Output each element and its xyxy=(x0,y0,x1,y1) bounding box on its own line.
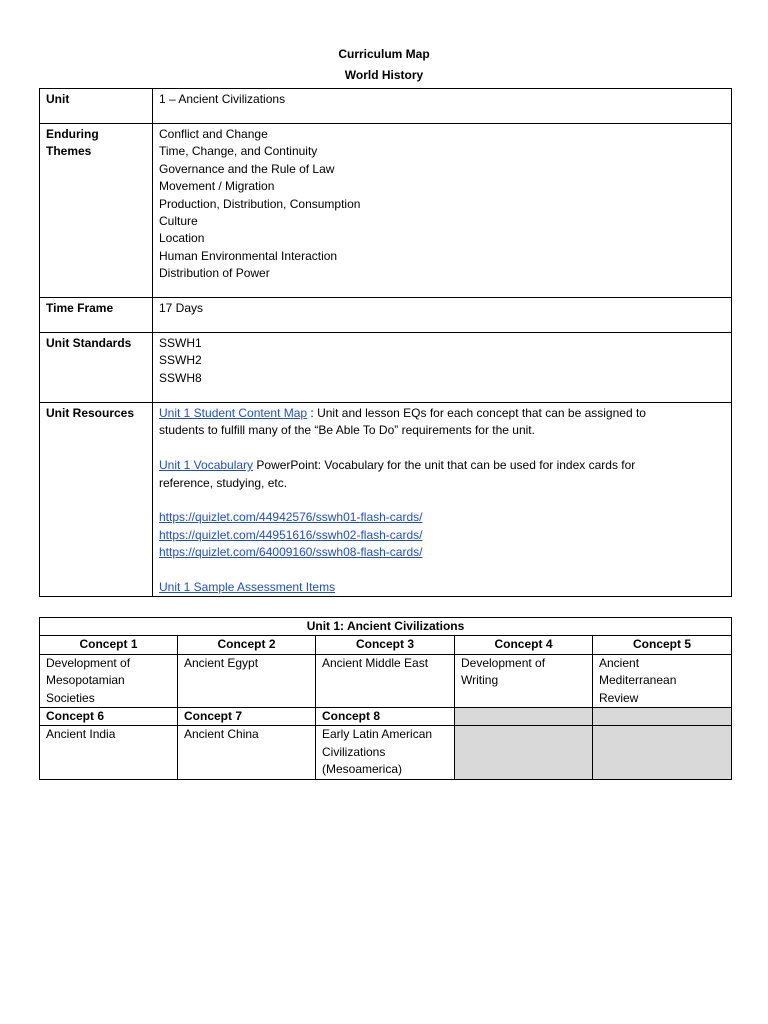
unit-row xyxy=(40,89,732,124)
concept-text: Civilizations xyxy=(322,744,386,759)
empty-cell xyxy=(455,726,593,779)
standard-item: SSWH2 xyxy=(159,353,202,368)
concept-text: Ancient Egypt xyxy=(184,655,259,670)
concept-header-row xyxy=(40,708,732,726)
quizlet-link-sswh02[interactable]: https://quizlet.com/44951616/sswh02-flash-cards/ xyxy=(159,527,423,542)
theme-item: Production, Distribution, Consumption xyxy=(159,196,361,211)
concept-cell xyxy=(178,654,316,707)
theme-item: Culture xyxy=(159,214,198,229)
resources-label: Unit Resources xyxy=(40,403,153,597)
standard-item: SSWH1 xyxy=(159,336,202,350)
unit-label: Unit xyxy=(40,89,153,124)
concept-text: Societies xyxy=(46,690,95,705)
concept-text: Ancient India xyxy=(46,727,116,742)
empty-cell xyxy=(593,708,732,726)
quizlet-link-sswh08[interactable]: https://quizlet.com/64009160/sswh08-flash-cards/ xyxy=(159,545,423,560)
concept-text: Early Latin American xyxy=(322,727,433,742)
theme-item: Human Environmental Interaction xyxy=(159,248,338,263)
standards-label: Unit Standards xyxy=(40,333,153,403)
concept-value-row xyxy=(40,654,732,707)
concept-cell xyxy=(593,654,732,707)
timeframe-value: 17 Days xyxy=(153,298,732,333)
timeframe-label: Time Frame xyxy=(40,298,153,333)
concept-cell xyxy=(178,726,316,779)
theme-item: Time, Change, and Continuity xyxy=(159,144,318,159)
vocabulary-desc: PowerPoint: Vocabulary for the unit that can be used for index cards for xyxy=(253,458,636,473)
empty-cell xyxy=(593,726,732,779)
standard-item: SSWH8 xyxy=(159,370,202,385)
concept-text: Writing xyxy=(461,673,499,688)
theme-item: Conflict and Change xyxy=(159,127,268,141)
page-subtitle: World History xyxy=(344,68,424,82)
concept-header: Concept 4 xyxy=(455,636,593,654)
concept-text: (Mesoamerica) xyxy=(322,762,403,777)
themes-row xyxy=(40,124,732,298)
theme-item: Governance and the Rule of Law xyxy=(159,161,335,176)
theme-item: Movement / Migration xyxy=(159,179,275,194)
concept-cell xyxy=(40,654,178,707)
theme-item: Location xyxy=(159,231,205,246)
quizlet-link-sswh01[interactable]: https://quizlet.com/44942576/sswh01-flash-cards/ xyxy=(159,510,423,525)
assessment-link[interactable]: Unit 1 Sample Assessment Items xyxy=(159,580,336,595)
concept-text: Development of xyxy=(46,655,131,670)
concept-text: Ancient Middle East xyxy=(322,655,429,670)
concept-header: Concept 1 xyxy=(40,636,178,654)
empty-cell xyxy=(455,708,593,726)
content-map-link[interactable]: Unit 1 Student Content Map xyxy=(159,406,308,420)
concept-header-row xyxy=(40,636,732,654)
resources-row xyxy=(40,403,732,597)
vocabulary-link[interactable]: Unit 1 Vocabulary xyxy=(159,458,254,473)
concept-header: Concept 5 xyxy=(593,636,732,654)
page-title: Curriculum Map xyxy=(338,47,430,61)
concept-header: Concept 3 xyxy=(316,636,455,654)
themes-label: Enduring Themes xyxy=(40,124,153,298)
curriculum-table xyxy=(39,88,732,597)
resources-content xyxy=(153,403,732,597)
concept-text: Ancient China xyxy=(184,727,259,742)
standards-row xyxy=(40,333,732,403)
concept-table-title: Unit 1: Ancient Civilizations xyxy=(40,618,732,636)
concept-cell xyxy=(455,654,593,707)
themes-list xyxy=(153,124,732,298)
content-map-desc-2: students to fulfill many of the “Be Able To Do” requirements for the unit. xyxy=(159,423,535,438)
concept-cell xyxy=(40,726,178,779)
concept-value-row xyxy=(40,726,732,779)
concept-header: Concept 2 xyxy=(178,636,316,654)
concept-header: Concept 7 xyxy=(178,708,316,726)
concept-text: Ancient xyxy=(599,655,640,670)
vocabulary-desc-2: reference, studying, etc. xyxy=(159,475,288,490)
concept-text: Development of xyxy=(461,655,546,670)
standards-list xyxy=(153,333,732,403)
concept-header: Concept 8 xyxy=(316,708,455,726)
timeframe-row xyxy=(40,298,732,333)
concept-text: Review xyxy=(599,690,639,705)
concept-text: Mediterranean xyxy=(599,673,677,688)
unit-value: 1 – Ancient Civilizations xyxy=(153,89,732,124)
concept-table xyxy=(39,617,732,780)
concept-text: Mesopotamian xyxy=(46,673,125,688)
concept-header: Concept 6 xyxy=(40,708,178,726)
concept-cell xyxy=(316,726,455,779)
concept-cell xyxy=(316,654,455,707)
theme-item: Distribution of Power xyxy=(159,266,270,281)
content-map-desc: : Unit and lesson EQs for each concept that can be assigned to xyxy=(307,406,646,420)
